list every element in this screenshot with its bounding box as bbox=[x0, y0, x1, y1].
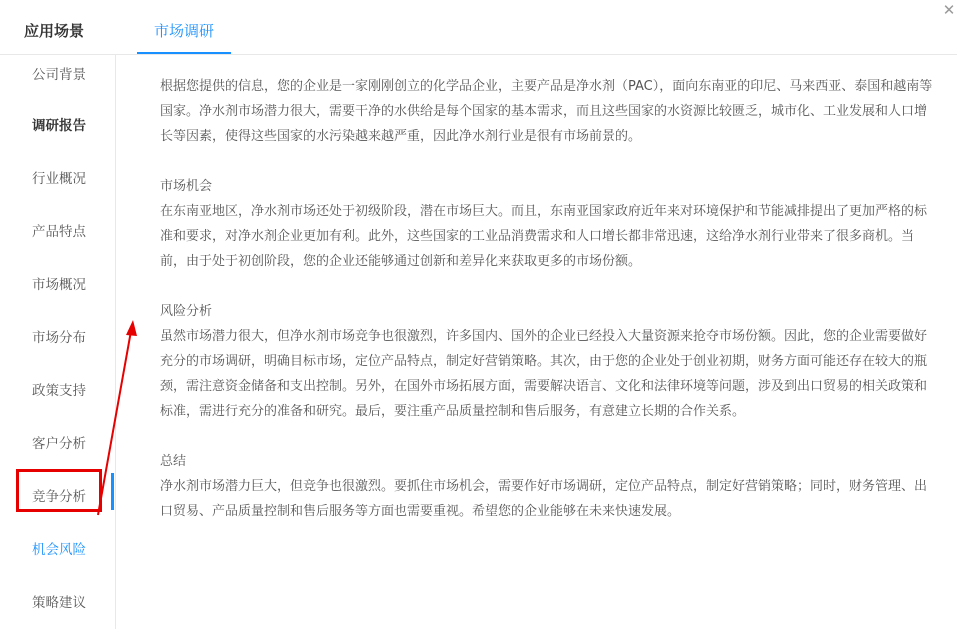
sidebar-item-policy-support[interactable] bbox=[0, 371, 115, 411]
sidebar-item-product-features[interactable] bbox=[0, 212, 115, 252]
header-title: 应用场景 bbox=[24, 22, 85, 40]
sidebar-item-label: 调研报告 bbox=[32, 118, 86, 134]
intro-paragraph: 根据您提供的信息，您的企业是一家刚刚创立的化学品企业，主要产品是净水剂（PAC），面向东南亚的印尼、马来西亚、泰国和越南等国家。净水剂市场潜力很大，需要干净的水供给是每个国家的基本需求，而且这些国家的水资源比较匮乏，城市化、工业发展和人口增长等因素，使得这些国家的水污染越来越严重，因此净水剂行业是很有市场前景的。 bbox=[160, 79, 933, 144]
dialog-header bbox=[0, 0, 957, 55]
report-content bbox=[160, 74, 934, 524]
summary-section: 总结 净水剂市场潜力巨大，但竞争也很激烈。要抓住市场机会，需要作好市场调研，定位产品特点，制定好营销策略；同时，财务管理、出口贸易、产品质量控制和售后服务等方面也需要重视。希望您的企业能够在未来快速发展。 bbox=[160, 454, 928, 519]
sidebar bbox=[0, 55, 116, 629]
sidebar-item-customer-analysis[interactable] bbox=[0, 424, 115, 464]
sidebar-item-label: 政策支持 bbox=[32, 383, 86, 399]
risk-section: 风险分析 虽然市场潜力很大，但净水剂市场竞争也很激烈，许多国内、国外的企业已经投入大量资源来抢夺市场份额。因此，您的企业需要做好充分的市场调研，明确目标市场，定位产品特点，制定好营销策略。其次，由于您的企业处于创业初期，财务方面可能还存在较大的瓶颈，需注意资金储备和支出控制。另外，在国外市场拓展方面，需要解决语言、文化和法律环境等问题，涉及到出口贸易的相关政策和标准，需进行充分的准备和研究。最后，要注重产品质量控制和售后服务，有意建立长期的合作关系。 bbox=[160, 304, 928, 419]
sidebar-item-market-overview[interactable] bbox=[0, 265, 115, 305]
tab-market-research[interactable] bbox=[137, 0, 231, 54]
sidebar-item-label: 产品特点 bbox=[32, 224, 86, 240]
sidebar-item-opportunity-risk[interactable] bbox=[0, 530, 115, 570]
opportunity-section: 市场机会 在东南亚地区，净水剂市场还处于初级阶段，潜在市场巨大。而且，东南亚国家政府近年来对环境保护和节能减排提出了更加严格的标准和要求，对净水剂企业更加有利。此外，这些国家的工业品消费需求和人口增长都非常迅速，这给净水剂行业带来了很多商机。当前，由于处于初创阶段，您的企业还能够通过创新和差异化来获取更多的市场份额。 bbox=[160, 179, 928, 269]
sidebar-item-label: 公司背景 bbox=[32, 67, 86, 83]
close-icon[interactable]: ✕ bbox=[942, 1, 956, 19]
sidebar-item-company-background[interactable] bbox=[0, 55, 115, 95]
sidebar-item-market-distribution[interactable] bbox=[0, 318, 115, 358]
tab-label: 市场调研 bbox=[153, 22, 214, 40]
active-indicator bbox=[111, 473, 114, 510]
sidebar-item-label: 机会风险 bbox=[32, 542, 86, 558]
sidebar-item-industry-overview[interactable] bbox=[0, 159, 115, 199]
sidebar-item-label: 竞争分析 bbox=[32, 489, 86, 505]
sidebar-item-label: 行业概况 bbox=[32, 171, 86, 187]
sidebar-item-research-report[interactable] bbox=[0, 106, 115, 146]
sidebar-item-label: 市场概况 bbox=[32, 277, 86, 293]
sidebar-item-strategy-advice[interactable] bbox=[0, 583, 115, 623]
sidebar-item-label: 客户分析 bbox=[32, 436, 86, 452]
sidebar-item-label: 市场分布 bbox=[32, 330, 86, 346]
sidebar-item-label: 策略建议 bbox=[32, 595, 86, 611]
annotation-highlight-box bbox=[16, 469, 102, 512]
